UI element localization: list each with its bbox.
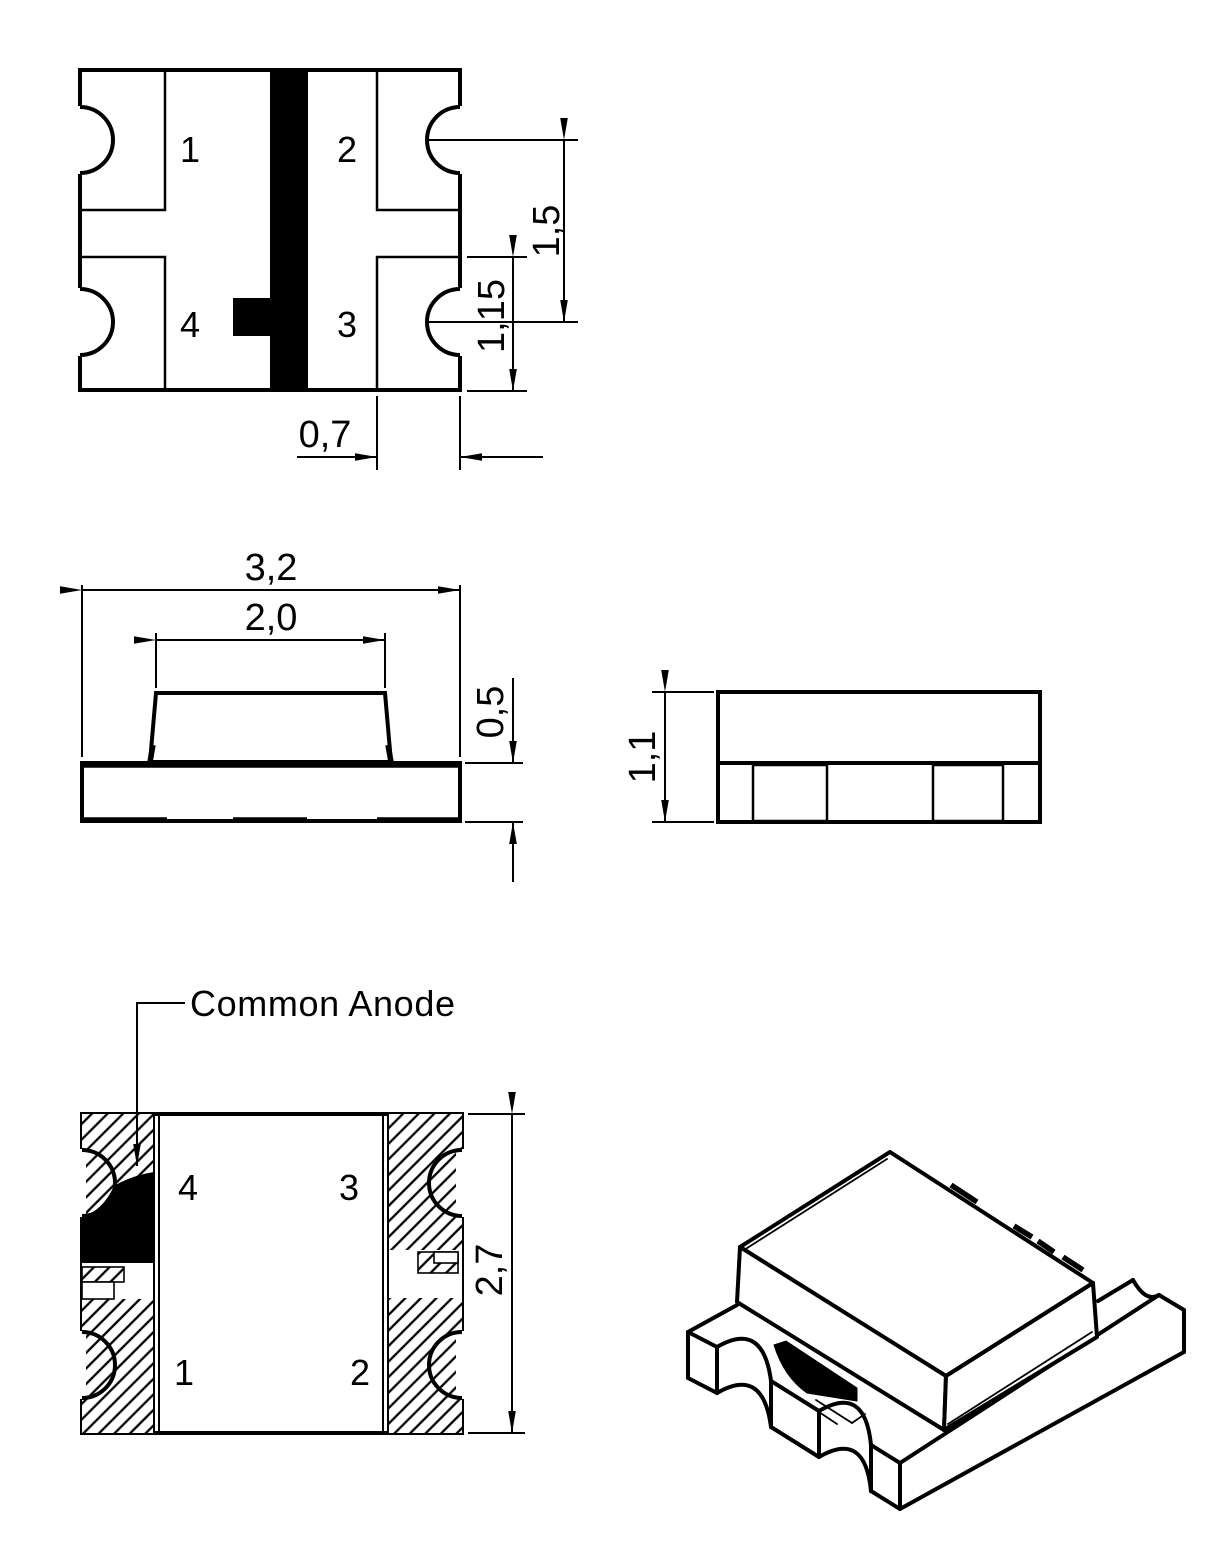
pad-label-4: 4 <box>179 304 201 345</box>
polarity-tab-mark <box>233 298 272 336</box>
dim-label-lens-width: 2,0 <box>244 597 298 639</box>
cathode-bar-mark <box>270 70 308 390</box>
dim-label-pad-width: 0,7 <box>298 414 352 456</box>
dim-label-overall-height: 1,1 <box>622 730 665 784</box>
dim-label-lens-height: 0,5 <box>470 685 513 739</box>
pad-label-2-bottom: 2 <box>349 1352 371 1393</box>
dim-label-notch-pitch: 1,5 <box>526 204 569 258</box>
pad-label-3: 3 <box>336 304 358 345</box>
common-anode-label: Common Anode <box>190 983 455 1024</box>
dim-label-pad-height: 1,15 <box>471 279 514 353</box>
dim-label-depth: 2,7 <box>469 1243 512 1297</box>
pad-label-1-bottom: 1 <box>173 1352 195 1393</box>
pad-label-1: 1 <box>179 129 201 170</box>
pad-label-4-bottom: 4 <box>177 1167 199 1208</box>
pad-label-2: 2 <box>336 129 358 170</box>
pad-label-3-bottom: 3 <box>338 1167 360 1208</box>
dim-label-overall-width: 3,2 <box>244 547 298 589</box>
